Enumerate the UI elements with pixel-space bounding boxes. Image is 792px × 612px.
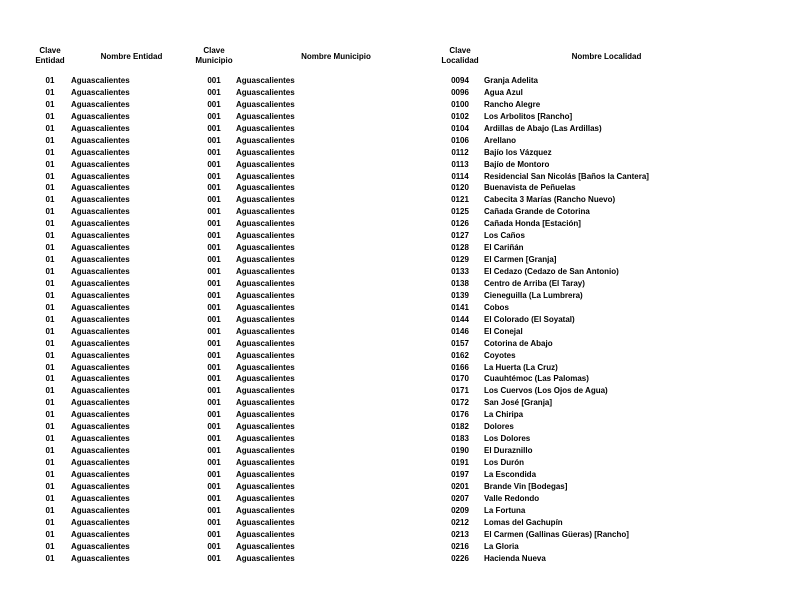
municipality-name-cell: Aguascalientes <box>236 338 295 348</box>
municipality-code-cell: 001 <box>207 481 221 491</box>
entity-code-cell: 01 <box>45 374 55 384</box>
entity-name-cell: Aguascalientes <box>71 386 130 396</box>
locality-code-cell: 0171 <box>451 386 469 396</box>
locality-code-cell: 0114 <box>451 171 469 181</box>
entity-name-cell: Aguascalientes <box>71 350 130 360</box>
locality-name-cell: Centro de Arriba (El Taray) <box>484 278 585 288</box>
locality-name-cell: Ardillas de Abajo (Las Ardillas) <box>484 123 602 133</box>
table-row <box>30 171 730 183</box>
entity-code-cell: 01 <box>45 302 55 312</box>
locality-name-cell: Cobos <box>484 302 509 312</box>
municipality-code-cell: 001 <box>207 159 221 169</box>
municipality-name-cell: Aguascalientes <box>236 529 295 539</box>
municipality-code-cell: 001 <box>207 171 221 181</box>
municipality-name-cell: Aguascalientes <box>236 505 295 515</box>
entity-name-cell: Aguascalientes <box>71 219 130 229</box>
table-body <box>30 75 730 564</box>
entity-name-cell: Aguascalientes <box>71 517 130 527</box>
entity-name-cell: Aguascalientes <box>71 458 130 467</box>
locality-name-cell: El Conejal <box>484 326 523 336</box>
entity-code-cell: 01 <box>45 314 55 324</box>
entity-code-cell: 01 <box>45 338 55 348</box>
municipality-code-cell: 001 <box>207 278 221 288</box>
locality-name-cell: El Colorado (El Soyatal) <box>484 314 575 324</box>
locality-code-cell: 0133 <box>451 267 469 276</box>
locality-name-cell: El Cariñán <box>484 243 524 253</box>
entity-name-cell: Aguascalientes <box>71 469 130 479</box>
table-row <box>30 111 730 123</box>
entity-name-cell: Aguascalientes <box>71 87 130 97</box>
locality-name-cell: Bajío los Vázquez <box>484 147 552 157</box>
locality-code-cell: 0197 <box>451 469 469 479</box>
locality-code-cell: 0201 <box>451 481 469 491</box>
table-row <box>30 457 730 469</box>
table-row <box>30 397 730 409</box>
locality-name-cell: Cabecita 3 Marías (Rancho Nuevo) <box>484 195 616 205</box>
entity-code-cell: 01 <box>45 398 55 408</box>
locality-name-cell: Cuauhtémoc (Las Palomas) <box>484 374 589 384</box>
locality-code-cell: 0104 <box>451 123 469 133</box>
locality-code-cell: 0209 <box>451 505 469 515</box>
table-row <box>30 254 730 266</box>
entity-name-cell: Aguascalientes <box>71 99 130 109</box>
municipality-code-cell: 001 <box>207 123 221 133</box>
locality-code-cell: 0138 <box>451 278 469 288</box>
locality-name-cell: Brande Vin [Bodegas] <box>484 481 568 491</box>
entity-code-cell: 01 <box>45 147 55 157</box>
municipality-code-cell: 001 <box>207 87 221 97</box>
municipality-code-cell: 001 <box>207 446 221 456</box>
table-row <box>30 553 730 565</box>
table-row <box>30 517 730 529</box>
locality-code-cell: 0191 <box>451 458 469 467</box>
municipality-code-cell: 001 <box>207 219 221 229</box>
entity-code-cell: 01 <box>45 422 55 432</box>
col-header-nombre-entidad: Nombre Entidad <box>100 51 163 61</box>
municipality-name-cell: Aguascalientes <box>236 374 295 384</box>
municipality-name-cell: Aguascalientes <box>236 219 295 229</box>
locality-name-cell: Los Caños <box>484 231 525 241</box>
table-row <box>30 147 730 159</box>
municipality-name-cell: Aguascalientes <box>236 302 295 312</box>
entity-code-cell: 01 <box>45 290 55 300</box>
locality-code-cell: 0102 <box>451 111 469 121</box>
locality-code-cell: 0146 <box>451 326 469 336</box>
entity-code-cell: 01 <box>45 99 55 109</box>
municipality-name-cell: Aguascalientes <box>236 446 295 456</box>
locality-name-cell: El Cedazo (Cedazo de San Antonio) <box>484 267 619 276</box>
municipality-name-cell: Aguascalientes <box>236 458 295 467</box>
entity-code-cell: 01 <box>45 350 55 360</box>
entity-code-cell: 01 <box>45 171 55 181</box>
locality-code-cell: 0162 <box>451 350 469 360</box>
entity-name-cell: Aguascalientes <box>71 147 130 157</box>
table-row <box>30 481 730 493</box>
locality-name-cell: Cañada Honda [Estación] <box>484 219 581 229</box>
municipality-code-cell: 001 <box>207 231 221 241</box>
municipality-name-cell: Aguascalientes <box>236 123 295 133</box>
locality-name-cell: La Escondida <box>484 469 537 479</box>
locality-code-cell: 0126 <box>451 219 469 229</box>
table-row <box>30 445 730 457</box>
municipality-code-cell: 001 <box>207 422 221 432</box>
locality-code-cell: 0213 <box>451 529 469 539</box>
locality-code-cell: 0183 <box>451 434 469 444</box>
municipality-name-cell: Aguascalientes <box>236 410 295 420</box>
entity-name-cell: Aguascalientes <box>71 434 130 444</box>
entity-code-cell: 01 <box>45 231 55 241</box>
municipality-code-cell: 001 <box>207 458 221 467</box>
municipality-code-cell: 001 <box>207 338 221 348</box>
col-header-clave-municipio: Clave Municipio <box>195 46 233 65</box>
locality-code-cell: 0096 <box>451 87 469 97</box>
locality-name-cell: Los Durón <box>484 458 524 467</box>
table-row <box>30 290 730 302</box>
locality-code-cell: 0139 <box>451 290 469 300</box>
table-row <box>30 278 730 290</box>
table-row <box>30 385 730 397</box>
table-row <box>30 350 730 362</box>
locality-name-cell: El Duraznillo <box>484 446 533 456</box>
municipality-name-cell: Aguascalientes <box>236 434 295 444</box>
municipality-name-cell: Aguascalientes <box>236 362 295 372</box>
entity-name-cell: Aguascalientes <box>71 159 130 169</box>
entity-name-cell: Aguascalientes <box>71 553 130 563</box>
municipality-name-cell: Aguascalientes <box>236 255 295 265</box>
municipality-code-cell: 001 <box>207 255 221 265</box>
municipality-name-cell: Aguascalientes <box>236 350 295 360</box>
municipality-code-cell: 001 <box>207 505 221 515</box>
entity-name-cell: Aguascalientes <box>71 290 130 300</box>
locality-name-cell: Lomas del Gachupín <box>484 517 563 527</box>
locality-name-cell: Cotorina de Abajo <box>484 338 553 348</box>
table-row <box>30 194 730 206</box>
locality-code-cell: 0129 <box>451 255 469 265</box>
municipality-code-cell: 001 <box>207 135 221 145</box>
table-row <box>30 421 730 433</box>
municipality-name-cell: Aguascalientes <box>236 278 295 288</box>
entity-code-cell: 01 <box>45 207 55 217</box>
locality-name-cell: Agua Azul <box>484 87 523 97</box>
locality-name-cell: El Carmen [Granja] <box>484 255 557 265</box>
municipality-name-cell: Aguascalientes <box>236 314 295 324</box>
municipality-name-cell: Aguascalientes <box>236 147 295 157</box>
entity-code-cell: 01 <box>45 517 55 527</box>
locality-name-cell: Los Arbolitos [Rancho] <box>484 111 573 121</box>
municipality-name-cell: Aguascalientes <box>236 326 295 336</box>
municipality-name-cell: Aguascalientes <box>236 171 295 181</box>
municipality-name-cell: Aguascalientes <box>236 135 295 145</box>
entity-code-cell: 01 <box>45 553 55 563</box>
table-row <box>30 99 730 111</box>
locality-name-cell: Buenavista de Peñuelas <box>484 183 576 193</box>
municipality-code-cell: 001 <box>207 76 221 85</box>
entity-name-cell: Aguascalientes <box>71 171 130 181</box>
entity-name-cell: Aguascalientes <box>71 314 130 324</box>
municipality-code-cell: 001 <box>207 350 221 360</box>
municipality-code-cell: 001 <box>207 302 221 312</box>
locality-code-cell: 0226 <box>451 553 469 563</box>
municipality-name-cell: Aguascalientes <box>236 111 295 121</box>
table-row <box>30 541 730 553</box>
entity-code-cell: 01 <box>45 243 55 253</box>
locality-code-cell: 0127 <box>451 231 469 241</box>
entity-code-cell: 01 <box>45 410 55 420</box>
entity-name-cell: Aguascalientes <box>71 183 130 193</box>
municipality-code-cell: 001 <box>207 398 221 408</box>
locality-name-cell: Rancho Alegre <box>484 99 541 109</box>
col-header-nombre-localidad: Nombre Localidad <box>571 51 642 61</box>
entity-name-cell: Aguascalientes <box>71 207 130 217</box>
locality-name-cell: Granja Adelita <box>484 76 538 85</box>
entity-name-cell: Aguascalientes <box>71 541 130 551</box>
locality-name-cell: La Fortuna <box>484 505 526 515</box>
locality-code-cell: 0207 <box>451 493 469 503</box>
entity-code-cell: 01 <box>45 541 55 551</box>
table-row <box>30 302 730 314</box>
municipality-name-cell: Aguascalientes <box>236 99 295 109</box>
municipality-code-cell: 001 <box>207 267 221 276</box>
entity-code-cell: 01 <box>45 255 55 265</box>
locality-code-cell: 0100 <box>451 99 469 109</box>
municipality-name-cell: Aguascalientes <box>236 517 295 527</box>
entity-code-cell: 01 <box>45 458 55 467</box>
locality-name-cell: Cieneguilla (La Lumbrera) <box>484 290 583 300</box>
entity-code-cell: 01 <box>45 434 55 444</box>
table-row <box>30 505 730 517</box>
entity-code-cell: 01 <box>45 529 55 539</box>
locality-code-cell: 0216 <box>451 541 469 551</box>
entity-code-cell: 01 <box>45 362 55 372</box>
entity-name-cell: Aguascalientes <box>71 255 130 265</box>
entity-code-cell: 01 <box>45 481 55 491</box>
entity-code-cell: 01 <box>45 219 55 229</box>
locality-name-cell: Los Cuervos (Los Ojos de Agua) <box>484 386 608 396</box>
municipality-code-cell: 001 <box>207 529 221 539</box>
municipality-code-cell: 001 <box>207 434 221 444</box>
table-row <box>30 469 730 481</box>
municipality-name-cell: Aguascalientes <box>236 243 295 253</box>
entity-name-cell: Aguascalientes <box>71 135 130 145</box>
col-header-clave-entidad: Clave Entidad <box>35 46 65 65</box>
table-header-row <box>30 44 730 68</box>
entity-code-cell: 01 <box>45 493 55 503</box>
locality-code-cell: 0125 <box>451 207 469 217</box>
table-row <box>30 123 730 135</box>
municipality-code-cell: 001 <box>207 111 221 121</box>
locality-name-cell: San José [Granja] <box>484 398 553 408</box>
table-row <box>30 529 730 541</box>
municipality-name-cell: Aguascalientes <box>236 290 295 300</box>
entity-name-cell: Aguascalientes <box>71 446 130 456</box>
table-row <box>30 135 730 147</box>
municipality-name-cell: Aguascalientes <box>236 159 295 169</box>
entity-code-cell: 01 <box>45 183 55 193</box>
entity-name-cell: Aguascalientes <box>71 267 130 276</box>
table-row <box>30 218 730 230</box>
col-header-nombre-municipio: Nombre Municipio <box>301 51 371 61</box>
entity-name-cell: Aguascalientes <box>71 243 130 253</box>
locality-name-cell: Valle Redondo <box>484 493 540 503</box>
entity-name-cell: Aguascalientes <box>71 422 130 432</box>
entity-code-cell: 01 <box>45 76 55 85</box>
entity-name-cell: Aguascalientes <box>71 398 130 408</box>
municipality-code-cell: 001 <box>207 553 221 563</box>
entity-code-cell: 01 <box>45 278 55 288</box>
entity-name-cell: Aguascalientes <box>71 362 130 372</box>
table-row <box>30 75 730 87</box>
table-row <box>30 206 730 218</box>
locality-code-cell: 0182 <box>451 422 469 432</box>
entity-code-cell: 01 <box>45 87 55 97</box>
locality-name-cell: Dolores <box>484 422 514 432</box>
municipality-code-cell: 001 <box>207 314 221 324</box>
municipality-name-cell: Aguascalientes <box>236 398 295 408</box>
table-row <box>30 87 730 99</box>
entity-name-cell: Aguascalientes <box>71 374 130 384</box>
locality-code-cell: 0157 <box>451 338 469 348</box>
entity-code-cell: 01 <box>45 159 55 169</box>
locality-name-cell: Coyotes <box>484 350 516 360</box>
locality-name-cell: Arellano <box>484 135 517 145</box>
municipality-code-cell: 001 <box>207 493 221 503</box>
locality-name-cell: Cañada Grande de Cotorina <box>484 207 590 217</box>
locality-code-cell: 0121 <box>451 195 469 205</box>
locality-code-cell: 0120 <box>451 183 469 193</box>
municipality-code-cell: 001 <box>207 99 221 109</box>
municipality-name-cell: Aguascalientes <box>236 195 295 205</box>
entity-code-cell: 01 <box>45 469 55 479</box>
municipality-code-cell: 001 <box>207 147 221 157</box>
locality-catalog-table <box>30 44 730 564</box>
locality-name-cell: Bajío de Montoro <box>484 159 550 169</box>
locality-code-cell: 0094 <box>451 76 469 85</box>
municipality-name-cell: Aguascalientes <box>236 553 295 563</box>
entity-name-cell: Aguascalientes <box>71 493 130 503</box>
municipality-name-cell: Aguascalientes <box>236 87 295 97</box>
municipality-name-cell: Aguascalientes <box>236 76 295 85</box>
municipality-code-cell: 001 <box>207 183 221 193</box>
municipality-code-cell: 001 <box>207 326 221 336</box>
entity-code-cell: 01 <box>45 135 55 145</box>
locality-name-cell: Los Dolores <box>484 434 531 444</box>
locality-code-cell: 0170 <box>451 374 469 384</box>
table-row <box>30 493 730 505</box>
locality-code-cell: 0166 <box>451 362 469 372</box>
table-row <box>30 362 730 374</box>
locality-code-cell: 0128 <box>451 243 469 253</box>
municipality-code-cell: 001 <box>207 517 221 527</box>
table-row <box>30 159 730 171</box>
locality-code-cell: 0112 <box>451 147 469 157</box>
entity-name-cell: Aguascalientes <box>71 326 130 336</box>
municipality-code-cell: 001 <box>207 243 221 253</box>
table-row <box>30 433 730 445</box>
entity-name-cell: Aguascalientes <box>71 195 130 205</box>
locality-name-cell: Residencial San Nicolás [Baños la Cantera] <box>484 171 649 181</box>
municipality-name-cell: Aguascalientes <box>236 469 295 479</box>
entity-name-cell: Aguascalientes <box>71 302 130 312</box>
municipality-name-cell: Aguascalientes <box>236 183 295 193</box>
table-row <box>30 182 730 194</box>
municipality-name-cell: Aguascalientes <box>236 481 295 491</box>
entity-code-cell: 01 <box>45 123 55 133</box>
entity-code-cell: 01 <box>45 505 55 515</box>
table-row <box>30 373 730 385</box>
entity-name-cell: Aguascalientes <box>71 123 130 133</box>
entity-code-cell: 01 <box>45 446 55 456</box>
entity-code-cell: 01 <box>45 267 55 276</box>
entity-code-cell: 01 <box>45 326 55 336</box>
table-row <box>30 266 730 278</box>
municipality-code-cell: 001 <box>207 386 221 396</box>
locality-code-cell: 0144 <box>451 314 469 324</box>
municipality-code-cell: 001 <box>207 374 221 384</box>
table-row <box>30 338 730 350</box>
table-row <box>30 326 730 338</box>
table-row <box>30 242 730 254</box>
municipality-code-cell: 001 <box>207 469 221 479</box>
locality-name-cell: Hacienda Nueva <box>484 553 546 563</box>
col-header-clave-localidad: Clave Localidad <box>441 46 479 65</box>
locality-name-cell: La Gloria <box>484 541 519 551</box>
entity-code-cell: 01 <box>45 195 55 205</box>
municipality-name-cell: Aguascalientes <box>236 422 295 432</box>
locality-name-cell: La Chiripa <box>484 410 524 420</box>
municipality-name-cell: Aguascalientes <box>236 493 295 503</box>
municipality-name-cell: Aguascalientes <box>236 231 295 241</box>
locality-code-cell: 0172 <box>451 398 469 408</box>
locality-code-cell: 0113 <box>451 159 469 169</box>
entity-code-cell: 01 <box>45 386 55 396</box>
municipality-name-cell: Aguascalientes <box>236 541 295 551</box>
municipality-name-cell: Aguascalientes <box>236 207 295 217</box>
municipality-code-cell: 001 <box>207 541 221 551</box>
entity-name-cell: Aguascalientes <box>71 410 130 420</box>
municipality-code-cell: 001 <box>207 362 221 372</box>
table-row <box>30 314 730 326</box>
locality-name-cell: La Huerta (La Cruz) <box>484 362 558 372</box>
entity-code-cell: 01 <box>45 111 55 121</box>
locality-code-cell: 0106 <box>451 135 469 145</box>
locality-name-cell: El Carmen (Gallinas Güeras) [Rancho] <box>484 529 629 539</box>
entity-name-cell: Aguascalientes <box>71 505 130 515</box>
entity-name-cell: Aguascalientes <box>71 111 130 121</box>
municipality-code-cell: 001 <box>207 290 221 300</box>
municipality-name-cell: Aguascalientes <box>236 386 295 396</box>
entity-name-cell: Aguascalientes <box>71 231 130 241</box>
entity-name-cell: Aguascalientes <box>71 529 130 539</box>
entity-name-cell: Aguascalientes <box>71 338 130 348</box>
municipality-code-cell: 001 <box>207 410 221 420</box>
entity-name-cell: Aguascalientes <box>71 76 130 85</box>
municipality-name-cell: Aguascalientes <box>236 267 295 276</box>
municipality-code-cell: 001 <box>207 195 221 205</box>
locality-code-cell: 0190 <box>451 446 469 456</box>
table-row <box>30 409 730 421</box>
entity-name-cell: Aguascalientes <box>71 278 130 288</box>
locality-code-cell: 0176 <box>451 410 469 420</box>
table-row <box>30 230 730 242</box>
locality-code-cell: 0141 <box>451 302 469 312</box>
locality-code-cell: 0212 <box>451 517 469 527</box>
municipality-code-cell: 001 <box>207 207 221 217</box>
entity-name-cell: Aguascalientes <box>71 481 130 491</box>
